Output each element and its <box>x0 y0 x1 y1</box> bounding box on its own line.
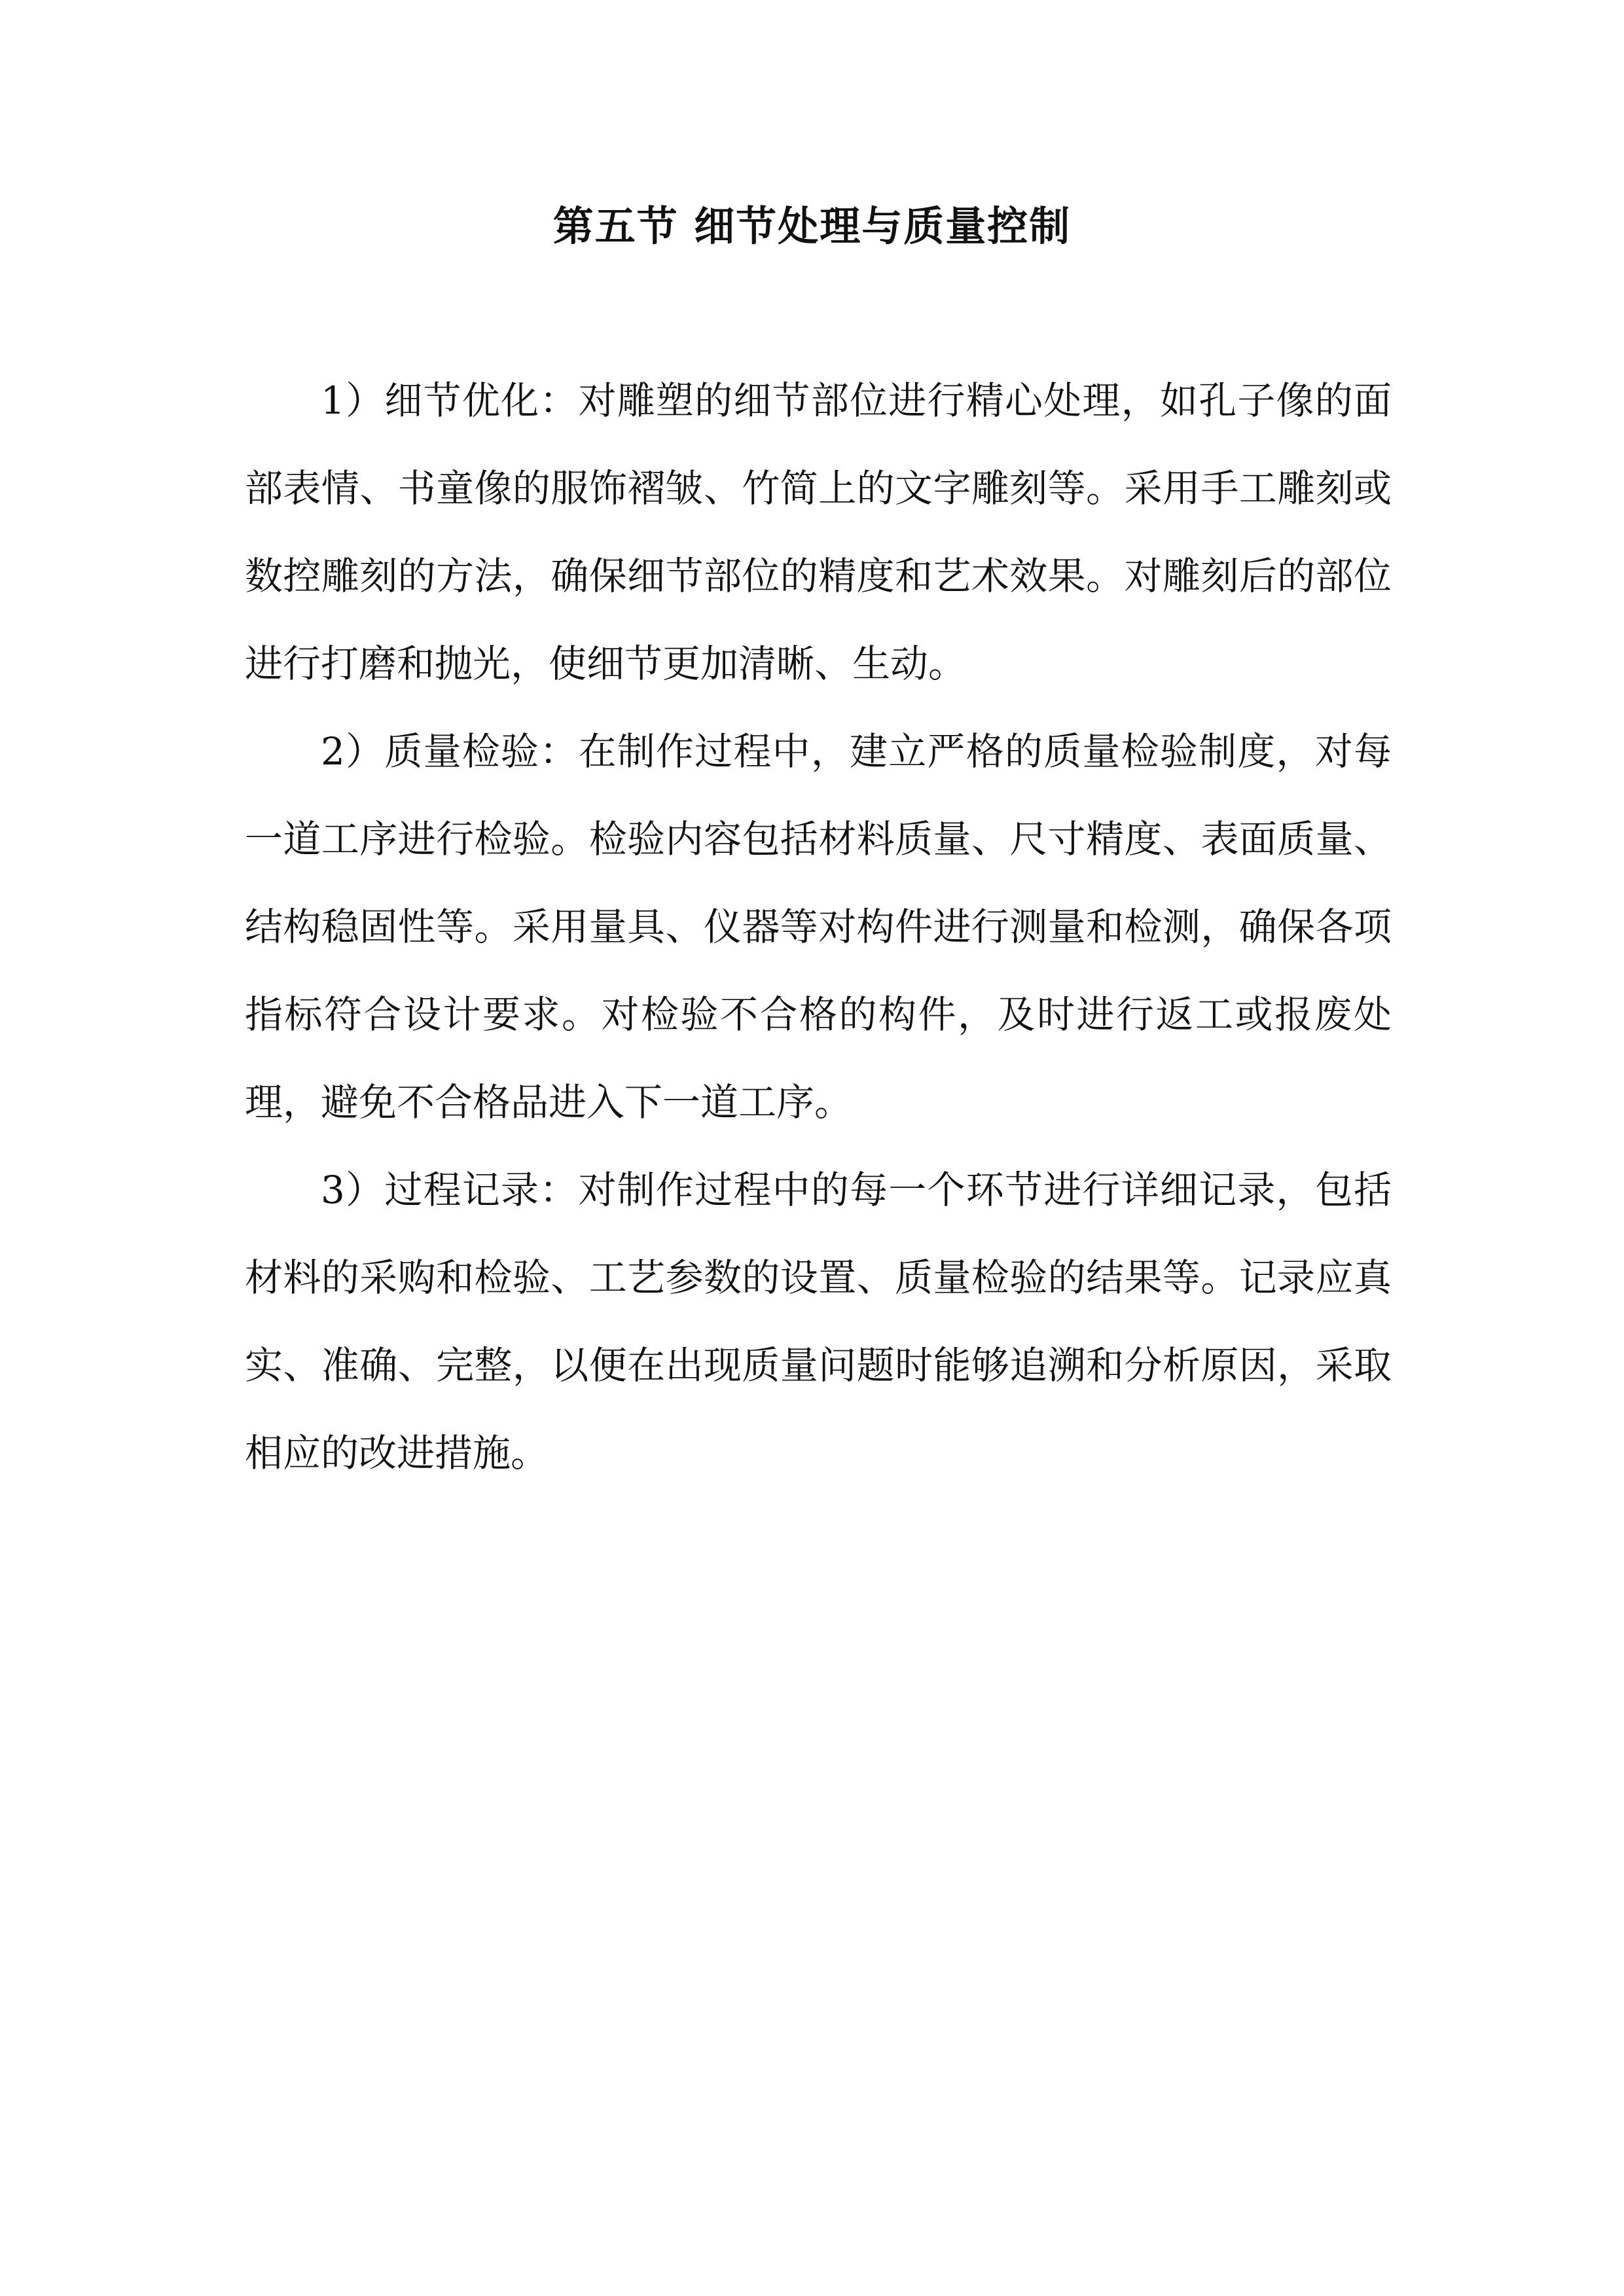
paragraph-detail-optimization: 1）细节优化：对雕塑的细节部位进行精心处理，如孔子像的面部表情、书童像的服饰褶皱、竹简上的文字雕刻等。采用手工雕刻或数控雕刻的方法，确保细节部位的精度和艺术效果。对雕刻后的部位进行打磨和抛光，使细节更加清晰、生动。 <box>245 378 1392 686</box>
paragraph-process-record: 3）过程记录：对制作过程中的每一个环节进行详细记录，包括材料的采购和检验、工艺参数的设置、质量检验的结果等。记录应真实、准确、完整，以便在出现质量问题时能够追溯和分析原因，采取相应的改进措施。 <box>245 1168 1392 1475</box>
section-title: 第五节 细节处理与质量控制 <box>552 202 1072 250</box>
document-body <box>245 357 1392 1497</box>
paragraph-quality-inspection: 2）质量检验：在制作过程中，建立严格的质量检验制度，对每一道工序进行检验。检验内容包括材料质量、尺寸精度、表面质量、结构稳固性等。采用量具、仪器等对构件进行测量和检测，确保各项指标符合设计要求。对检验不合格的构件，及时进行返工或报废处理，避免不合格品进入下一道工序。 <box>245 729 1392 1124</box>
